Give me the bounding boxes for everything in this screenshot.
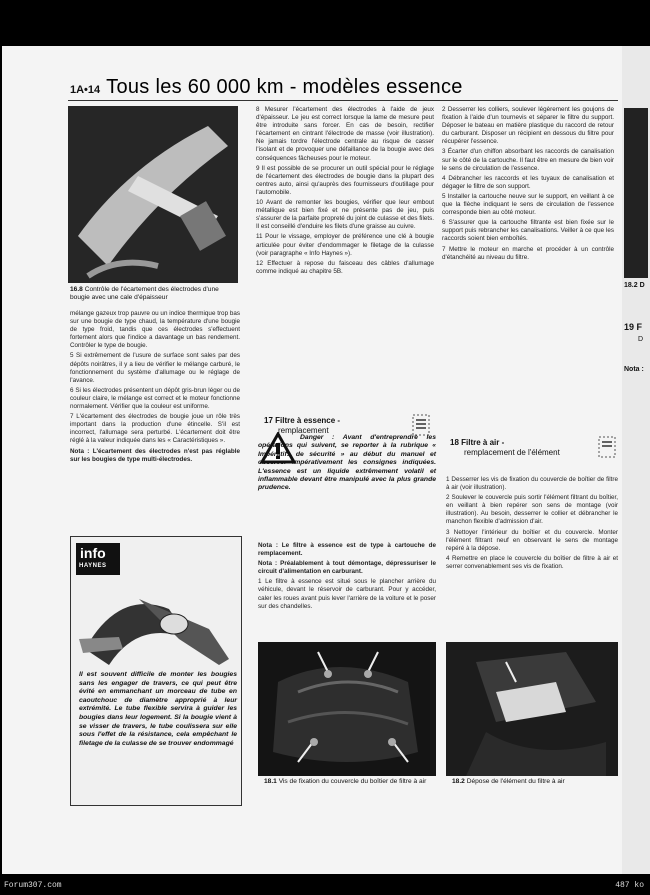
paragraph: 11 Pour le vissage, employer de préférence une clé à bougie articulée pour éviter d'endommager le filetage de la culasse (voir paragraphe « Info Haynes »). — [256, 233, 434, 257]
adjacent-subheading: D — [638, 336, 644, 343]
info-haynes-box — [70, 536, 242, 806]
paragraph: 3 Nettoyer l'intérieur du boîtier et du couvercle. Monter l'élément filtrant neuf en observant le sens de montage repéré à la dépose. — [446, 528, 618, 552]
scan-bottom-border — [0, 874, 650, 895]
paragraph: 2 Desserrer les colliers, soulever légèrement les goujons de fixation à l'aide d'un tournevis et séparer le filtre du support. Déposer le bateau en matière plastique du raccord de retour du carburant. Disposer un récipient en dessous du filtre pour récupérer l'essence. — [442, 106, 614, 146]
paragraph: 7 Mettre le moteur en marche et procéder à un contrôle d'étanchéité au niveau du filtre. — [442, 245, 614, 261]
section-number: 17 — [264, 416, 273, 425]
scan-top-border — [0, 0, 650, 46]
paragraph: 1 Le filtre à essence est situé sous le plancher arrière du véhicule, devant le réservoir de carburant. Pour y accéder, caler les roues avant puis lever l'arrière de la voiture et le poser sur des chandelles. — [258, 578, 436, 610]
paragraph: 6 Si les électrodes présentent un dépôt gris-brun léger ou de couleur claire, le mélange est correct et le moteur fonctionne normalement. Vérifier que la couleur est uniforme. — [70, 386, 240, 411]
danger-warning-text: Danger : Avant d'entreprendre les opérations qui suivent, se reporter à la rubrique « Impératifs de sécurité » au début du manuel et observer impérativement les consignes indiquées. L'essence est un liquide extrêmement volatil et inflammable devant être manipulé avec la plus grande prudence. — [258, 434, 436, 492]
middle-text-column — [256, 106, 434, 278]
adjacent-photo — [624, 108, 648, 278]
section-subtitle: remplacement — [278, 426, 329, 435]
air-filter-cover-drawing — [258, 642, 436, 776]
section-title: Filtre à essence - — [275, 416, 341, 425]
difficulty-icon — [596, 434, 618, 460]
air-filter-element-drawing — [446, 642, 618, 776]
section-18-heading — [450, 438, 590, 458]
paragraph: 8 Mesurer l'écartement des électrodes à l'aide de jeux d'épaisseur. Le jeu est correct lorsque la lame de mesure peut être introduite sans forcer. En cas de besoin, rectifier l'écartement en cintrant l'électrode de masse (voir illustration). Ne jamais tordre l'électrode centrale au risque de casser l'isolant et de provoquer une défaillance de la bougie avec des conséquences fâcheuses pour le moteur. — [256, 106, 434, 162]
left-text-column — [70, 310, 240, 466]
paragraph: 5 Si extrêmement de l'usure de surface sont sales par des dépôts noirâtres, il y a lieu de vérifier le mélange carburé, le fonctionnement du système d'allumage ou le réglage de l'avance. — [70, 352, 240, 384]
logo-haynes: HAYNES — [79, 563, 107, 569]
page-title: Tous les 60 000 km - modèles essence — [106, 76, 463, 98]
header-rule — [68, 100, 618, 101]
adjacent-caption: 18.2 D — [624, 282, 645, 289]
caption-number: 18.2 — [452, 778, 465, 785]
section-number: 18 — [450, 438, 459, 447]
info-haynes-logo — [76, 543, 120, 575]
paragraph: 1 Desserrer les vis de fixation du couvercle de boîtier de filtre à air (voir illustration). — [446, 476, 618, 492]
note: Nota : Préalablement à tout démontage, dépressuriser le circuit d'alimentation en carburant. — [258, 560, 436, 576]
paragraph: 12 Effectuer à repose du faisceau des câbles d'allumage comme indiqué au chapitre 5B. — [256, 259, 434, 275]
paragraph: mélange gazeux trop pauvre ou un indice thermique trop bas sur une bougie de type chaud, la température d'une bougie de type froid, tandis que ces électrodes s'effectuent fortement alors que l'indice a davantage un bas rendement. Contrôler le type de bougie. — [70, 310, 240, 350]
watermark-left: Forum307.com — [4, 881, 62, 890]
middle-notes — [258, 542, 436, 611]
paragraph: 4 Remettre en place le couvercle du boîtier de filtre à air et serrer convenablement ses vis de fixation. — [446, 554, 618, 570]
note: Nota : L'écartement des électrodes n'est pas réglable sur les bougies de type multi-électrodes. — [70, 447, 240, 463]
photo-caption-18-2 — [452, 778, 618, 786]
air-filter-element-photo — [446, 642, 618, 776]
note: Nota : Le filtre à essence est de type à cartouche de remplacement. — [258, 542, 436, 558]
right-text-column-18 — [446, 476, 618, 573]
paragraph: 9 Il est possible de se procurer un outil spécial pour le réglage de l'écartement des électrodes de bougie dans la plupart des centres auto, ainsi qu'auprès des fournisseurs d'outillage pour l'automobile. — [256, 164, 434, 196]
caption-text: Dépose de l'élément du filtre à air — [466, 778, 565, 785]
paragraph: 7 L'écartement des électrodes de bougie joue un rôle très important dans la production d'une étincelle. S'il est incorrect, l'allumage sera perturbé. L'écartement doit être réglé à la valeur indiquée dans les « Caractéristiques ». — [70, 413, 240, 445]
right-text-column — [442, 106, 614, 264]
caption-number: 18.1 — [264, 778, 277, 785]
manual-page — [2, 46, 622, 874]
paragraph: 3 Écarter d'un chiffon absorbant les raccords de canalisation sur le côté de la cartouche. Il faut être en mesure de bien voir le sens de circulation de l'essence. — [442, 148, 614, 172]
paragraph: 2 Soulever le couvercle puis sortir l'élément filtrant du boîtier, en veillant à bien repérer son sens de montage (voir illustration). Au besoin, desserrer le collier et débrancher le manchon flexible d'admission d'air. — [446, 494, 618, 526]
page-header — [70, 76, 463, 99]
spark-plug-drawing — [68, 106, 238, 283]
air-filter-cover-photo — [258, 642, 436, 776]
paragraph: 5 Installer la cartouche neuve sur le support, en veillant à ce que la flèche indiquant le sens de circulation de l'essence corresponde bien au côté moteur. — [442, 192, 614, 217]
caption-number: 16.8 — [70, 286, 83, 293]
page-number: 1A•14 — [70, 84, 101, 96]
spark-plug-photo — [68, 106, 238, 283]
paragraph: 10 Avant de remonter les bougies, vérifier que leur embout métallique est bien fixé et ne présente pas de jeu, puis s'assurer de la parfaite propreté du joint de culasse et des filets. Il est conseillé d'enduire les filets d'une graisse au cuivre. — [256, 199, 434, 231]
paragraph: 6 S'assurer que la cartouche filtrante est bien fixée sur le support puis rebrancher les canalisations. Veiller à ce que les raccords soient bien emboîtés. — [442, 219, 614, 243]
adjacent-page-edge — [622, 46, 650, 874]
caption-text: Contrôle de l'écartement des électrodes d'une bougie avec une cale d'épaisseur — [70, 286, 219, 301]
watermark-right: 487 ko — [615, 881, 644, 890]
adjacent-nota: Nota : — [624, 366, 644, 373]
logo-info: info — [80, 545, 106, 561]
section-subtitle: remplacement de l'élément — [464, 448, 560, 457]
paragraph: 4 Débrancher les raccords et les tuyaux de canalisation et dégager le filtre de son support. — [442, 174, 614, 190]
adjacent-heading: 19 F — [624, 322, 643, 332]
caption-text: Vis de fixation du couvercle du boîtier de filtre à air — [278, 778, 427, 785]
spark-plug-tube-drawing — [79, 579, 235, 667]
section-title: Filtre à air - — [461, 438, 505, 447]
photo-caption-16-8 — [70, 286, 238, 302]
photo-caption-18-1 — [264, 778, 434, 786]
info-box-text: Il est souvent difficile de monter les bougies sans les engager de travers, ce qui peut être évité en emmanchant un morceau de tube en caoutchouc de diamètre approprié à leur extrémité. Le tube flexible servira à guider les bougies dans leur logement. Si la bougie vient à se visser de travers, le tube coulissera sur elle sous l'effet de la résistance, cela empêchant le filetage de la culasse de se trouver endommagé — [79, 671, 237, 747]
